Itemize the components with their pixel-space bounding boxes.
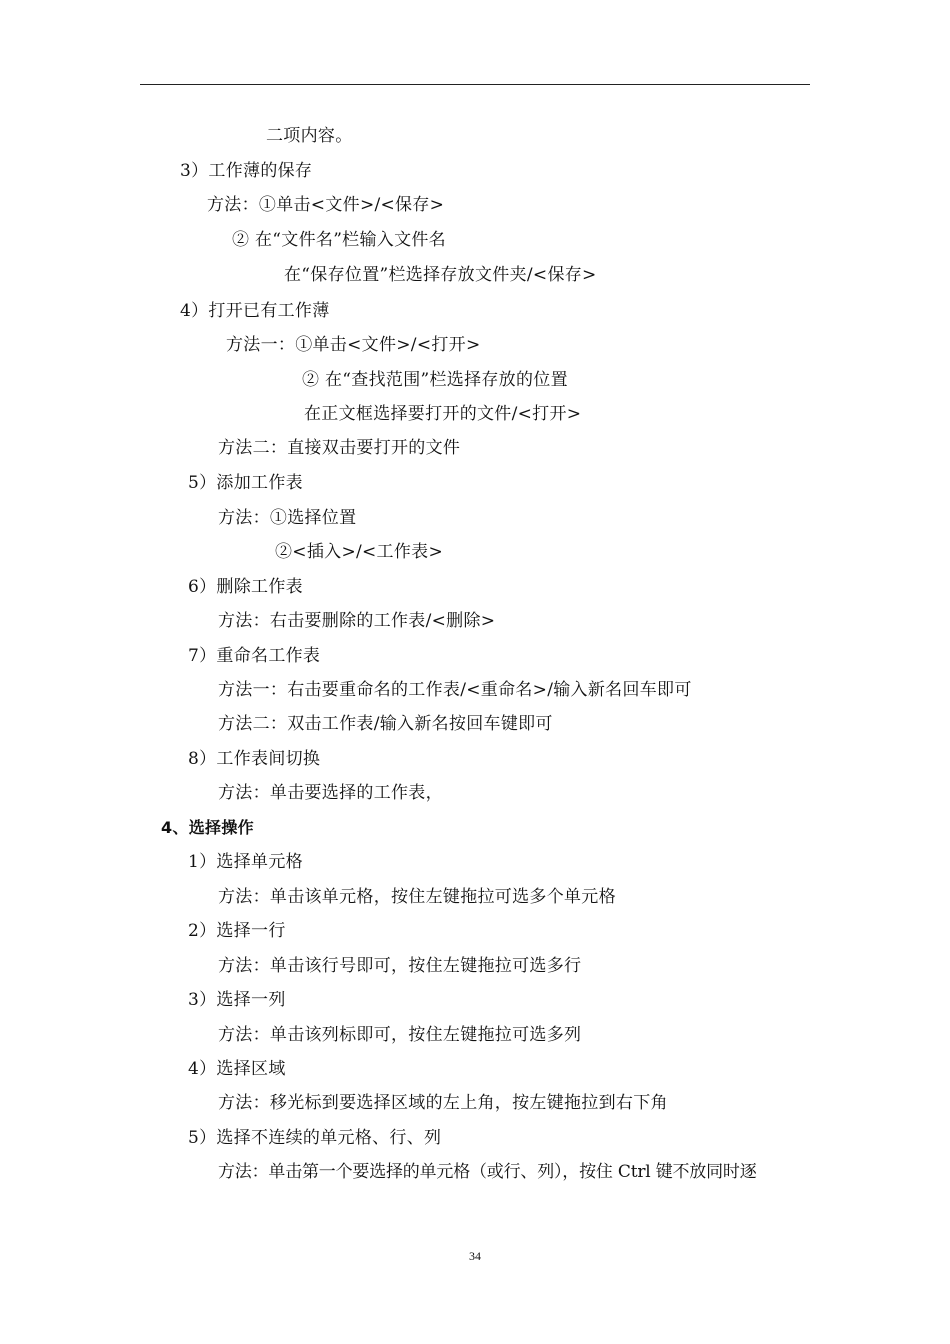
section-heading: 4）打开已有工作薄 [180,301,330,321]
text-line: 方法：单击该行号即可，按住左键拖拉可选多行 [218,956,582,976]
section-heading: 3）工作薄的保存 [180,161,313,181]
text-line: 方法二：双击工作表/输入新名按回车键即可 [218,714,553,734]
section-heading: 3）选择一列 [188,990,286,1010]
text-line: 方法：①单击<文件>/<保存> [207,195,445,215]
section-heading: 7）重命名工作表 [188,646,321,666]
text-line: 方法：单击要选择的工作表， [218,783,443,803]
text-line: 二项内容。 [266,126,353,146]
text-line: 方法：右击要删除的工作表/<删除> [218,611,496,631]
text-line: 方法：单击该单元格，按住左键拖拉可选多个单元格 [218,887,616,907]
text-line: 在正文框选择要打开的文件/<打开> [304,404,582,424]
text-line: 方法二：直接双击要打开的文件 [218,438,461,458]
text-line: ② 在“文件名”栏输入文件名 [232,230,446,250]
text-line: ②<插入>/<工作表> [275,542,444,562]
text-line: 方法：单击该列标即可，按住左键拖拉可选多列 [218,1025,582,1045]
section-heading: 2）选择一行 [188,921,286,941]
text-line: 方法一：右击要重命名的工作表/<重命名>/输入新名回车即可 [218,680,692,700]
section-heading: 6）删除工作表 [188,577,303,597]
text-line: 方法一：①单击<文件>/<打开> [226,335,481,355]
section-heading: 1）选择单元格 [188,852,303,872]
text-line: ② 在“查找范围”栏选择存放的位置 [302,370,568,390]
text-line: 在“保存位置”栏选择存放文件夹/<保存> [284,265,597,285]
section-heading: 8）工作表间切换 [188,749,321,769]
section-heading: 5）选择不连续的单元格、行、列 [188,1128,442,1148]
text-line: 方法：单击第一个要选择的单元格（或行、列），按住 Ctrl 键不放同时逐 [218,1162,757,1182]
section-heading: 5）添加工作表 [188,473,303,493]
chapter-heading: 4、选择操作 [161,818,254,837]
header-rule [140,84,810,85]
text-line: 方法：①选择位置 [218,508,357,528]
text-line: 方法：移光标到要选择区域的左上角，按左键拖拉到右下角 [218,1093,668,1113]
page-number: 34 [469,1249,481,1263]
section-heading: 4）选择区域 [188,1059,286,1079]
